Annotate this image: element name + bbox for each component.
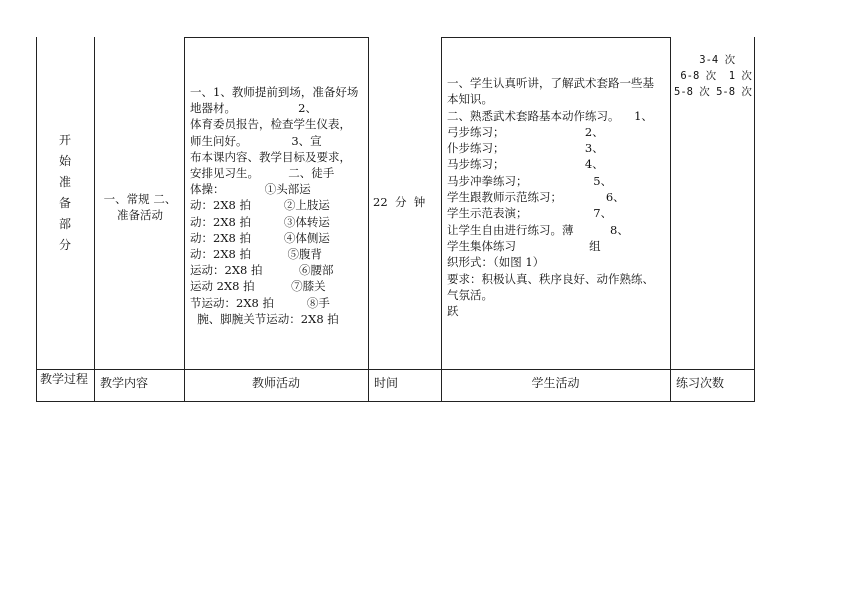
section-label-char: 部 <box>58 217 71 231</box>
student-line: 马步练习； 4、 <box>447 157 604 172</box>
header-content: 教学内容 <box>100 376 149 390</box>
teacher-line: 布本课内容、教学目标及要求， <box>190 149 351 164</box>
column-divider <box>368 37 369 402</box>
column-divider <box>94 37 95 402</box>
section-label-char: 分 <box>58 238 71 252</box>
student-line: 气氛活。 <box>447 287 493 302</box>
student-line: 仆步练习； 3、 <box>447 141 604 156</box>
student-line: 马步冲拳练习； 5、 <box>447 173 613 188</box>
time-cell: 22 分 钟 <box>373 195 426 209</box>
header-student: 学生活动 <box>531 376 580 390</box>
teacher-line: 运动：2X8 拍 ⑥腰部 <box>190 263 334 278</box>
header-teacher: 教师活动 <box>251 376 300 390</box>
student-line: 弓步练习； 2、 <box>447 124 604 139</box>
content-line: 一、常规 二、 <box>103 192 177 206</box>
student-line: 本知识。 <box>447 92 493 107</box>
teaching-content-cell <box>98 191 182 223</box>
teacher-line: 安排见习生。 二、徒手 <box>190 166 335 181</box>
section-label <box>40 130 90 256</box>
column-divider <box>670 37 671 402</box>
table-border-left <box>36 37 37 402</box>
section-label-char: 备 <box>58 196 71 210</box>
table-border-bottom <box>36 401 754 402</box>
teacher-line: 体操： ①头部运 <box>190 182 311 197</box>
section-label-char: 始 <box>58 154 71 168</box>
student-line: 一、学生认真听讲，了解武术套路一些基 <box>447 76 654 90</box>
content-line: 准备活动 <box>117 208 163 222</box>
student-line: 要求：积极认真、秩序良好、动作熟练、 <box>447 271 654 286</box>
column-divider <box>184 37 185 402</box>
column-divider <box>441 37 442 402</box>
teacher-line: 节运动：2X8 拍 ⑧手 <box>190 295 330 310</box>
practice-line: 6-8 次 1 次 <box>674 70 752 82</box>
teacher-line: 地器材。 2、 <box>190 101 317 116</box>
practice-line: 5-8 次 5-8 次 <box>674 86 752 98</box>
practice-line: 3-4 次 <box>674 54 736 66</box>
student-box-top <box>441 37 670 38</box>
student-line: 学生示范表演； 7、 <box>447 206 613 221</box>
teacher-box-top <box>184 37 368 38</box>
row-divider <box>36 369 754 370</box>
header-count: 练习次数 <box>676 376 725 390</box>
teacher-line: 师生问好。 3、宣 <box>190 133 322 148</box>
header-process: 教学过程 <box>40 372 89 386</box>
student-line: 织形式：（如图 1） <box>447 255 545 270</box>
teacher-line: 动：2X8 拍 ③体转运 <box>190 214 330 229</box>
practice-count-cell <box>674 52 754 100</box>
teacher-line: 一、1、教师提前到场，准备好场 <box>190 85 359 99</box>
teacher-activity-cell <box>190 84 366 327</box>
student-line: 让学生自由进行练习。薄 8、 <box>447 222 629 237</box>
student-line: 学生集体练习 组 <box>447 238 601 253</box>
teacher-line: 动：2X8 拍 ⑤腹背 <box>190 247 323 262</box>
teacher-line: 腕、脚腕关节运动：2X8 拍 <box>190 311 339 326</box>
student-line: 二、熟悉武术套路基本动作练习。 1、 <box>447 108 653 123</box>
student-activity-cell <box>447 75 669 319</box>
teacher-line: 动：2X8 拍 ④体侧运 <box>190 230 330 245</box>
teacher-line: 体育委员报告，检查学生仪表， <box>190 117 351 132</box>
section-label-char: 开 <box>58 133 71 147</box>
table-border-right <box>754 37 755 402</box>
student-line: 学生跟教师示范练习； 6、 <box>447 190 625 205</box>
header-time: 时间 <box>374 376 399 390</box>
section-label-char: 准 <box>58 175 71 189</box>
student-line: 跃 <box>447 304 459 319</box>
teacher-line: 运动 2X8 拍 ⑦膝关 <box>190 279 326 294</box>
teacher-line: 动：2X8 拍 ②上肢运 <box>190 198 330 213</box>
